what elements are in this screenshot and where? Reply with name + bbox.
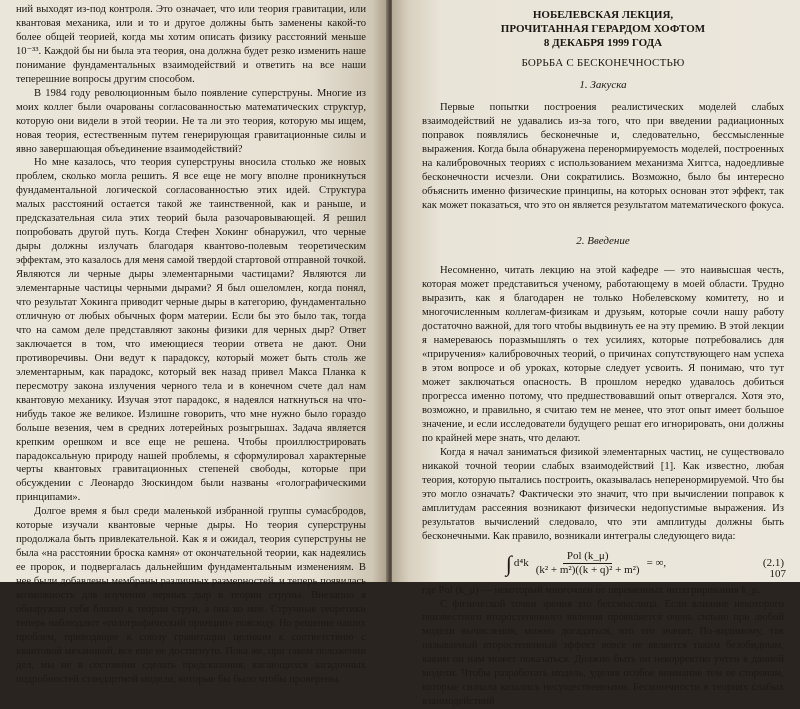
lecture-subtitle: БОРЬБА С БЕСКОНЕЧНОСТЬЮ bbox=[422, 57, 784, 71]
right-page bbox=[392, 0, 800, 582]
integration-measure: d⁴k bbox=[514, 557, 529, 571]
left-paragraph-2: В 1984 году революционным было появление суперструны. Многие из моих коллег были очарованы согласованностью математических структур, которую они видели в этой теории. Не та ли это теория, которую мы ищем, новая теория, естественным путем генерирующая гравитационные силы и явно завершающая объединение взаимодействий? bbox=[16, 87, 366, 157]
section-2-paragraph-1: Несомненно, читать лекцию на этой кафедре — это наивысшая честь, которая может представиться ученому, работающему в моей области. Трудно выразить, как я благодарен не только Нобелевскому комитету, но и многочисленным коллегам-физикам и друзьям, которые сочли нашу работу достаточно важной, для того чтобы выдвинуть ее на эту премию. В этой лекции я намереваюсь поразмышлять о тех усилиях, которые потребовались для «приручения» калибровочных теорий, о причинах сопутствующего нам успеха в этом вопросе и об уроках, которые следует усвоить. Я понимаю, что тут может заключаться опасность. В прошлом нередко удавалось добиться прогресса именно потому, что предшествовавший опыт отвергался. Хотя это, возможно, и правильно, я считаю тем не менее, что этот опыт имеет большое значение, и если исследователи будущего решат его игнорировать, они должны по крайней мере знать, что делают. bbox=[422, 264, 784, 445]
equation-body bbox=[422, 550, 750, 577]
equation-denominator: (k² + m²)((k + q)² + m²) bbox=[532, 564, 644, 577]
lecture-title-line-3: 8 ДЕКАБРЯ 1999 ГОДА bbox=[422, 36, 784, 50]
left-paragraph-3: Но мне казалось, что теория суперструны вносила столько же новых проблем, сколько могла решить. Я все еще не могу вполне проникнуться фундаментальной логической согласованностью этих идей. Структура малых расстояний остается такой же таинственной, как и раньше, и предсказательная сила этих теорий была разочаровывающей. Я решил попробовать другой путь. Когда Стефен Хокинг обнаружил, что черные дыры должны излучать благодаря квантово-полевым теоретическим эффектам, это казалось для меня самой твердой стартовой отправной точкой. Являются ли черные дыры элементарными частицами? Являются ли элементарные частицы черными дырами? Я был ошеломлен, когда понял, что результат Хокинга приводит черные дыры в категорию, фундаментально отличную от любых обычных форм материи. Если бы это было так, тогда что на самом деле представляют законы физики для черных дыр? Ответ заключается в том, что имеющиеся теории ответа не дают. Они противоречивы. Они ведут к парадоксу, который может быть столь же элементарным, как парадокс, который век назад привел Макса Планка к пересмотру закона излучения черного тела и в конечном счете дал нам квантовую механику. Изучая этот парадокс, я надеялся наткнуться на что-нибудь такое же великое. Излишне говорить, что мне нужно было гораздо больше везения, чем в средних лотерейных розыгрышах. Задача является крепким орешком и все еще не решена. Чтобы проиллюстрировать парадоксальную природу нашей проблемы, я сформулировал характерные черты квантовых гравитационных степеней свободы, которые при обсуждении с Леонардо Зюскиндом были названы «голографическими принципами». bbox=[16, 156, 366, 505]
equation-2-1 bbox=[422, 547, 784, 581]
equation-fraction bbox=[532, 550, 644, 577]
section-1-paragraph: Первые попытки построения реалистических моделей слабых взаимодействий не удавались из-за того, что при введении радиационных поправок появлялись бесконечные и, следовательно, бессмысленные выражения. Когда была обнаружена перенормируемость моделей, построенных на калибровочных теориях с использованием механизма Хиггса, надоедливые бесконечности исчезли. Они сократились. Возможно, было бы интересно объяснить именно физические принципы, на которых основан этот эффект, так как может показаться, что это он является результатом математического фокуса. bbox=[422, 101, 784, 213]
section-2-paragraph-2: Когда я начал заниматься физикой элементарных частиц, не существовало никакой точной теории слабых взаимодействий [1]. Как известно, любая теория, которую пытались построить, оказывалась неперенормируемой. Что бы это могло означать? Фактически это значит, что при вычислении поправок к амплитудам рассеяния возникают физически недопустимые выражения. Из результатов вычислений следовало, что эти амплитуды должны быть бесконечными. Как правило, возникали интегралы следующего вида: bbox=[422, 446, 784, 544]
section-heading-2: 2. Введение bbox=[422, 235, 784, 249]
left-paragraph-4: Долгое время я был среди маленькой избранной группы сумасбродов, которые изучали квантовые черные дыры. Но теория суперструны продолжала быть привлекательной. Как я и ожидал, теория суперструны не была «на расстоянии броска камня» от окончательной теории, как надеялись ее пророк, и подвергалась дальнейшим фундаментальным изменениям. В нее были добавлены мембраны различных размерностей, и теперь появилась возможность для изучения черных дыр в теории струны. Внезапно я обнаружил себя близко к теории струн, а она ко мне. Струнные теоретики теперь наблюдают «голографический принцип» повсюду. Но решение наших проблем, приводящее к союзу гравитации целиком к соответствию с квантовой механикой, все еще не достигнуто. Пока же, при таком положении дел, мы не в состоянии сделать предсказания, касающихся загадочных подробностей стандартной модели, которые бы было чтобы проверены. bbox=[16, 505, 366, 686]
right-page-text bbox=[422, 8, 784, 709]
left-page bbox=[0, 0, 388, 582]
equation-numerator: Pol (k_μ) bbox=[563, 550, 613, 564]
integral-sign: ∫ bbox=[506, 553, 512, 575]
page-number: 107 bbox=[770, 568, 787, 580]
left-paragraph-1: ний выходят из-под контроля. Это означает, что или теория гравитации, или квантовая механика, или и то и другое должны быть заменены какой-то более общей теорией, когда мы хотим описать физику расстояний меньше 10⁻³³. Каждой бы ни была эта теория, она должна будет резко изменить наше понимание фундаментальных взаимодействий и ответить на все наши теперешние вопросы другим способом. bbox=[16, 3, 366, 87]
equation-number: (2.1) bbox=[750, 557, 784, 571]
lecture-title-line-1: НОБЕЛЕВСКАЯ ЛЕКЦИЯ, bbox=[422, 8, 784, 22]
section-2-after-paragraph-2: С физической точки зрения это бессмыслица. Если влияние некоторого неизвестного второстепенного явления проявляется очень сильно при любой модели вычисления, можно догадаться, что это значит. По-видимому, так называемый второстепенный эффект вовсе не является таким безобидным, каким он нам может показаться. Должно быть он некорректно учтен в данной модели. Чтобы разработать модель, уделяя особое внимание тем ее сторонам, которые сначала казались несущественными. Бесконечности в теориях слабых взаимодействий bbox=[422, 598, 784, 709]
left-page-text bbox=[16, 3, 366, 687]
equation-result: = ∞, bbox=[647, 557, 667, 571]
lecture-title-line-2: ПРОЧИТАННАЯ ГЕРАРДОМ ХОФТОМ bbox=[422, 22, 784, 36]
section-heading-1: 1. Закуска bbox=[422, 79, 784, 93]
section-2-after-paragraph-1: где Pol (k_μ) — некоторый многочлен от переменных интегрирования k_μ. bbox=[422, 584, 784, 598]
